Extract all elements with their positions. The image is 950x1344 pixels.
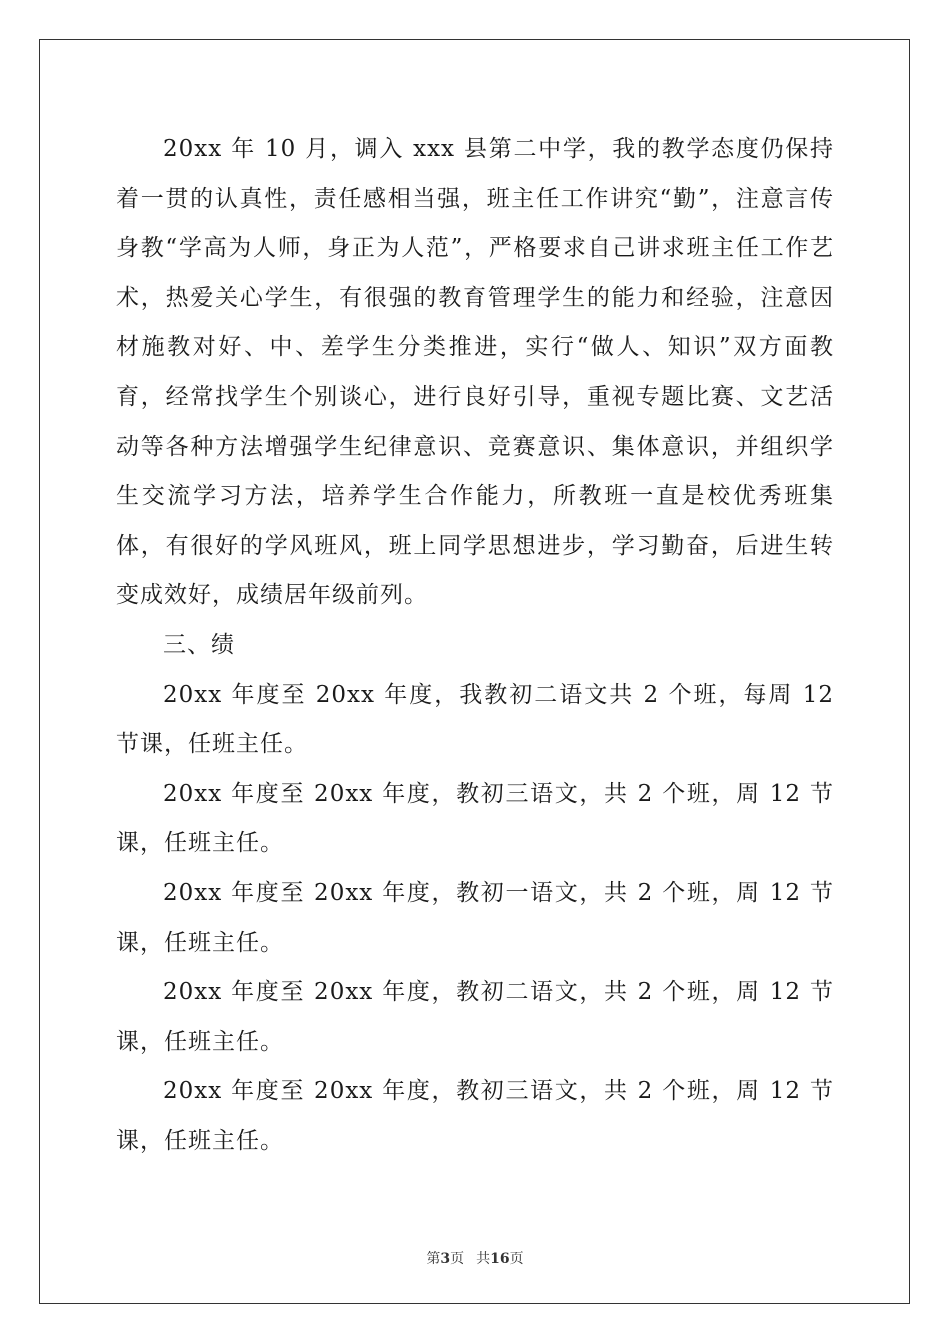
section-heading-achievements: 三、绩 (163, 631, 235, 658)
total-suffix: 页 (509, 1251, 524, 1267)
paragraph-year-1: 20xx 年度至 20xx 年度，我教初二语文共 2 个班，每周 12 节课，任班主任。 (116, 681, 834, 758)
page-number: 3 (440, 1251, 451, 1267)
paragraph-year-2: 20xx 年度至 20xx 年度，教初三语文，共 2 个班，周 12 节课，任班主任。 (116, 780, 834, 857)
document-body (116, 125, 834, 1166)
paragraph-year-4: 20xx 年度至 20xx 年度，教初二语文，共 2 个班，周 12 节课，任班主任。 (116, 979, 834, 1055)
page-footer (0, 1248, 950, 1268)
page-suffix: 页 (450, 1251, 465, 1267)
paragraph-transfer-experience: 20xx 年 10 月，调入 xxx 县第二中学，我的教学态度仍保持着一贯的认真性，责任感相当强，班主任工作讲究“勤”，注意言传身教“学高为人师，身正为人范”，严格要求自己讲求班主任工作艺术，热爱关心学生，有很强的教育管理学生的能力和经验，注意因材施教对好、中、差学生分类推进，实行“做人、知识”双方面教育，经常找学生个别谈心，进行良好引导，重视专题比赛、文艺活动等各种方法增强学生纪律意识、竞赛意识、集体意识，并组织学生交流学习方法，培养学生合作能力，所教班一直是校优秀班集体，有很好的学风班风，班上同学思想进步，学习勤奋，后进生转变成效好，成绩居年级前列。 (116, 136, 834, 609)
total-pages: 16 (490, 1251, 510, 1267)
paragraph-year-3: 20xx 年度至 20xx 年度，教初一语文，共 2 个班，周 12 节课，任班主任。 (116, 879, 834, 956)
paragraph-year-5: 20xx 年度至 20xx 年度，教初三语文，共 2 个班，周 12 节课，任班主任。 (116, 1078, 834, 1154)
page-prefix: 第 (426, 1251, 441, 1267)
total-prefix: 共 (476, 1251, 491, 1267)
